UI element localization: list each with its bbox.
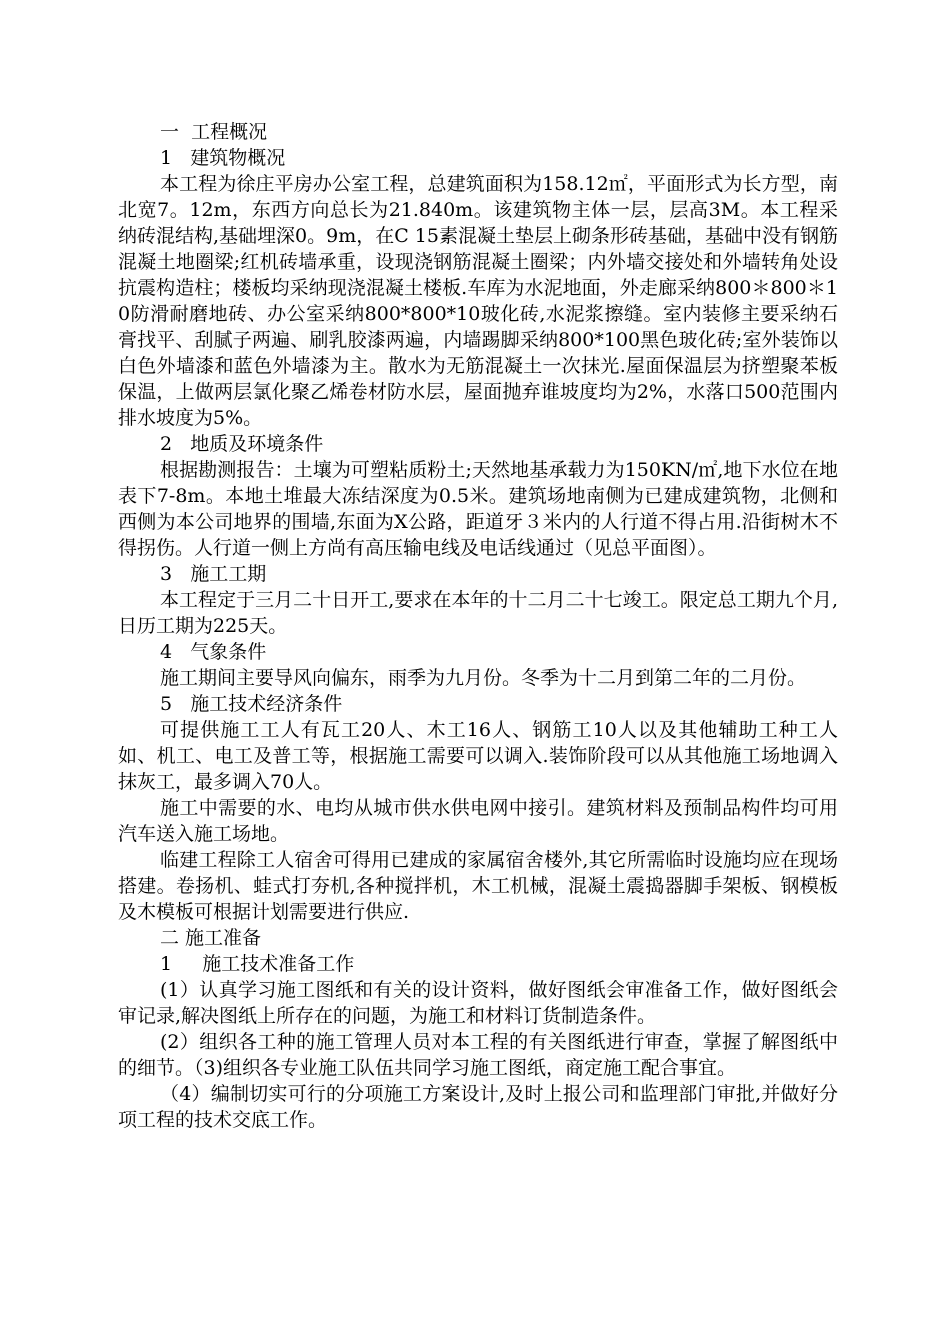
body-paragraph: 根据勘测报告：土壤为可塑粘质粉土;天然地基承载力为150KN/㎡,地下水位在地表下7-8m。本地土堆最大冻结深度为0.5米。建筑场地南侧为已建成建筑物，北侧和西侧为本公司地界的围墙,东面为X公路，距道牙３米内的人行道不得占用.沿街树木不得拐伤。人行道一侧上方尚有高压输电线及电话线通过（见总平面图）。 (118, 459, 838, 559)
section-heading: 二 施工准备 (160, 927, 262, 949)
body-paragraph: 本工程定于三月二十日开工,要求在本年的十二月二十七竣工。限定总工期九个月,日历工期为225天。 (118, 589, 838, 637)
subsection-heading: 4 气象条件 (160, 641, 267, 663)
subsection-heading: 1 建筑物概况 (160, 147, 286, 169)
body-paragraph: 本工程为徐庄平房办公室工程，总建筑面积为158.12㎡，平面形式为长方型，南北宽7。12m，东西方向总长为21.840m。该建筑物主体一层，层高3M。本工程采纳砖混结构,基础埋深0。9m，在C 15素混凝土垫层上砌条形砖基础，基础中没有钢筋混凝土地圈梁;红机砖墙承重，设现浇钢筋混凝土圈梁；内外墙交接处和外墙转角处设抗震构造柱；楼板均采纳现浇混凝土楼板.车库为水泥地面，外走廊采纳800＊800＊10防滑耐磨地砖、办公室采纳800*800*10玻化砖,水泥浆擦缝。室内装修主要采纳石膏找平、刮腻子两遍、刷乳胶漆两遍，内墙踢脚采纳800*100黑色玻化砖;室外装饰以白色外墙漆和蓝色外墙漆为主。散水为无筋混凝土一次抹光.屋面保温层为挤塑聚苯板保温，上做两层氯化聚乙烯卷材防水层，屋面抛弃谁坡度均为2%，水落口500范围内排水坡度为5%。 (118, 173, 838, 429)
subsection-heading: 5 施工技术经济条件 (160, 693, 343, 715)
body-paragraph: (2）组织各工种的施工管理人员对本工程的有关图纸进行审查，掌握了解图纸中的细节。（3)组织各专业施工队伍共同学习施工图纸，商定施工配合事宜。 (118, 1031, 838, 1079)
body-paragraph: 施工期间主要导风向偏东，雨季为九月份。冬季为十二月到第二年的二月份。 (160, 667, 807, 689)
subsection-heading: 1 施工技术准备工作 (160, 953, 355, 975)
subsection-heading: 2 地质及环境条件 (160, 433, 324, 455)
body-paragraph: 临建工程除工人宿舍可得用已建成的家属宿舍楼外,其它所需临时设施均应在现场搭建。卷扬机、蛙式打夯机,各种搅拌机，木工机械，混凝土震捣器脚手架板、钢模板及木模板可根据计划需要进行供应. (118, 849, 838, 923)
section-heading: 一 工程概况 (160, 121, 268, 143)
body-paragraph: （4）编制切实可行的分项施工方案设计,及时上报公司和监理部门审批,并做好分项工程的技术交底工作。 (118, 1083, 838, 1131)
document-body (118, 119, 838, 1133)
body-paragraph: 施工中需要的水、电均从城市供水供电网中接引。建筑材料及预制品构件均可用汽车送入施工场地。 (118, 797, 838, 845)
subsection-heading: 3 施工工期 (160, 563, 267, 585)
body-paragraph: 可提供施工工人有瓦工20人、木工16人、钢筋工10人以及其他辅助工种工人如、机工、电工及普工等，根据施工需要可以调入.装饰阶段可以从其他施工场地调入抹灰工，最多调入70人。 (118, 719, 838, 793)
body-paragraph: (1）认真学习施工图纸和有关的设计资料，做好图纸会审准备工作，做好图纸会审记录,解决图纸上所存在的问题，为施工和材料订货制造条件。 (118, 979, 838, 1027)
